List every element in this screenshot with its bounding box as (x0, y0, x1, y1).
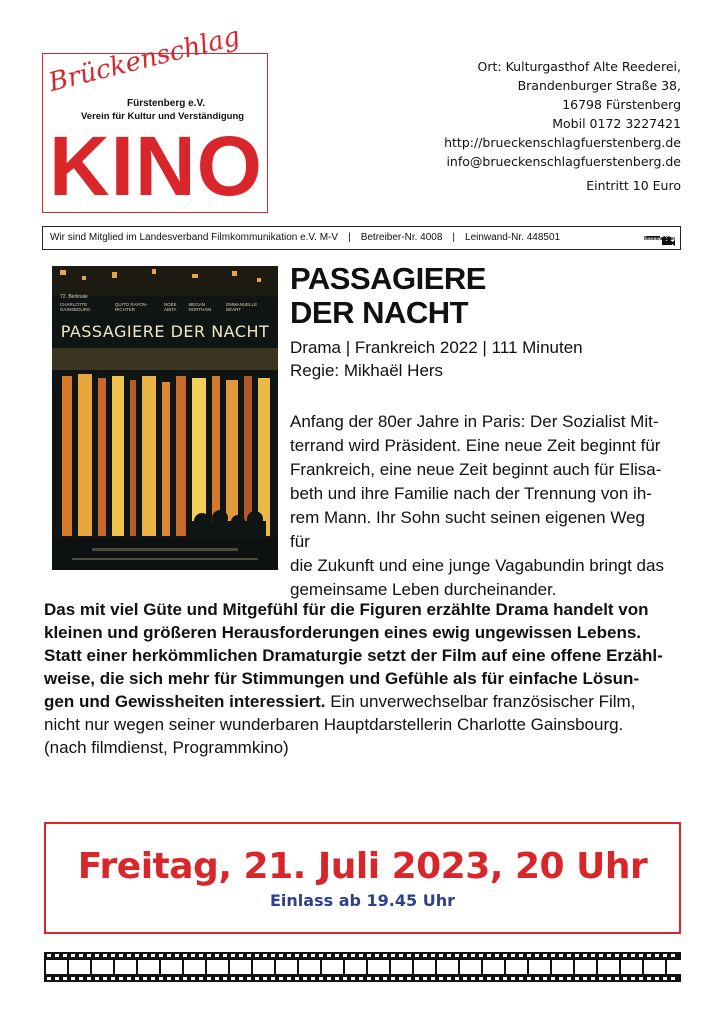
review-bold-line: gen und Gewissheiten interessiert. (44, 692, 326, 711)
membership-text: Wir sind Mitglied im Landesverband Filmkommunikation e.V. M-V (50, 232, 339, 243)
address-website-link[interactable]: http://brueckenschlagfuerstenberg.de (444, 135, 681, 150)
film-review (44, 598, 684, 759)
event-entry-time: Einlass ab 19.45 Uhr (270, 891, 455, 910)
admission-price: Eintritt 10 Euro (586, 178, 681, 193)
synopsis-line: Frankreich, eine neue Zeit beginnt auch für Elisa- (290, 460, 662, 479)
membership-bar: Wir sind Mitglied im Landesverband Filmkommunikation e.V. M-V | Betreiber-Nr. 4008 | Leinwand-Nr. 448501 Mobiles Kino (42, 226, 681, 250)
logo-kino: KINO (49, 119, 263, 213)
synopsis-line: gemeinsame Leben durcheinander. (290, 580, 557, 599)
address-email-link[interactable]: info@brueckenschlagfuerstenberg.de (446, 154, 681, 169)
address-venue: Ort: Kulturgasthof Alte Reederei, (477, 59, 681, 74)
film-poster (52, 266, 278, 570)
poster-cast-name: NOÉE ABITA (163, 302, 177, 312)
review-normal-text: Ein unverwechselbar französischer Film, (325, 692, 636, 711)
review-bold-line: Das mit viel Güte und Mitgefühl für die Figuren erzählte Drama handelt von (44, 600, 649, 619)
film-genre-country-runtime: Drama | Frankreich 2022 | 111 Minuten (290, 338, 583, 357)
film-title (290, 262, 486, 330)
address-city: 16798 Fürstenberg (562, 97, 681, 112)
film-director: Regie: Mikhaël Hers (290, 361, 444, 380)
synopsis-line: die Zukunft und eine junge Vagabundin bringt das (290, 556, 664, 575)
synopsis-line: terrand wird Präsident. Eine neue Zeit beginnt für (290, 436, 661, 455)
address-street: Brandenburger Straße 38, (517, 78, 681, 93)
review-normal-line: nicht nur wegen seiner wunderbaren Hauptdarstellerin Charlotte Gainsbourg. (44, 715, 624, 734)
address-phone: Mobil 0172 3227421 (552, 116, 681, 131)
logo-subtitle-tagline: Verein für Kultur und Verständigung (81, 111, 245, 122)
synopsis-line: rem Mann. Ihr Sohn sucht seinen eigenen Weg für (290, 508, 646, 551)
poster-title: PASSAGIERE DER NACHT (60, 322, 270, 341)
synopsis-line: beth und ihre Familie nach der Trennung von ih- (290, 484, 652, 503)
logo (42, 21, 268, 213)
review-bold-line: weise, die sich mehr für Stimmungen und Gefühle als für einfache Lösun- (44, 669, 640, 688)
event-date-box (44, 822, 681, 934)
film-title-line: PASSAGIERE (290, 261, 486, 296)
poster-cast-name: QUITO RAYON-RICHTER (114, 302, 148, 312)
poster-cast-name: EMMANUELLE BÉART (226, 302, 258, 312)
review-source: (nach filmdienst, Programmkino) (44, 738, 289, 757)
logo-subtitle-org: Fürstenberg e.V. (127, 98, 205, 109)
poster-cast-names (60, 302, 270, 312)
poster-festival-label: 72. Berlinale (60, 294, 88, 300)
address-block (444, 57, 681, 171)
mobile-cinema-logo-text: Mobiles Kino (644, 236, 676, 242)
film-meta (290, 336, 583, 382)
event-date: Freitag, 21. Juli 2023, 20 Uhr (77, 846, 648, 887)
synopsis-line: Anfang der 80er Jahre in Paris: Der Sozialist Mit- (290, 412, 659, 431)
logo-script-text: Brückenschlag (45, 21, 244, 98)
filmstrip-decoration (44, 952, 681, 982)
poster-cast-name: MEGAN NORTHAM (188, 302, 212, 312)
mobile-cinema-logo (644, 228, 676, 248)
film-title-line: DER NACHT (290, 295, 469, 330)
review-bold-line: Statt einer herkömmlichen Dramaturgie setzt der Film auf eine offene Erzähl- (44, 646, 663, 665)
screen-number: Leinwand-Nr. 448501 (465, 232, 561, 243)
poster-cast-name: CHARLOTTE GAINSBOURG (60, 302, 91, 312)
review-bold-line: kleinen und größeren Herausforderungen eines ewig ungewissen Lebens. (44, 623, 642, 642)
operator-number: Betreiber-Nr. 4008 (360, 232, 443, 243)
film-synopsis (290, 410, 665, 602)
